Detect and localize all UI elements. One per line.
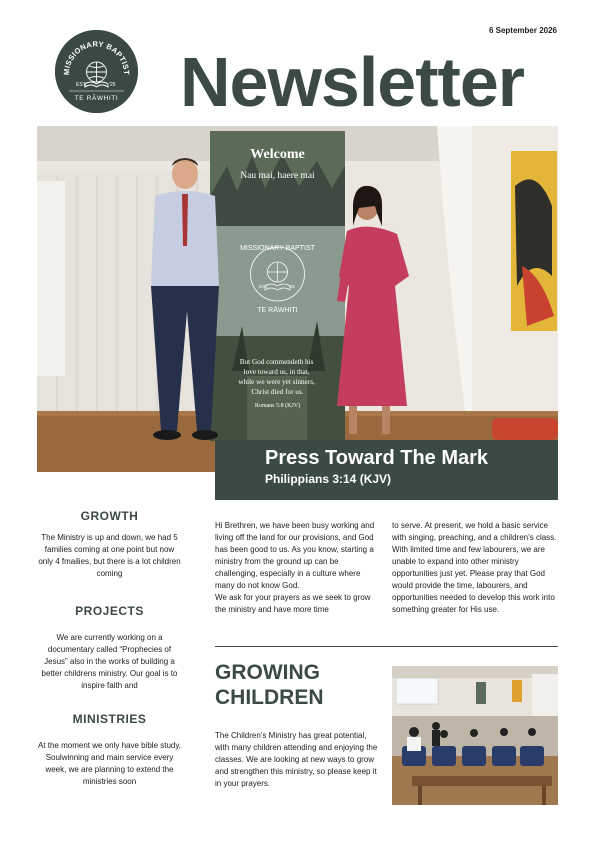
section-divider — [215, 646, 558, 647]
banner-ref: Romans 5:8 (KJV) — [254, 403, 301, 409]
projects-heading: PROJECTS — [75, 604, 144, 618]
logo-top-text: MISSIONARY BAPTIST — [61, 39, 132, 76]
logo-year: '25 — [109, 82, 116, 88]
banner-verse-line: Christ died for us. — [251, 388, 304, 396]
logo-seal — [55, 30, 138, 113]
ministries-text: At the moment we only have bible study, Soulwinning and main service every week, we are planning to extend the ministries soon — [37, 741, 182, 786]
article-paragraph: We ask for your prayers as we seek to grow the ministry and have more time — [215, 593, 371, 614]
growing-children-text: The Children’s Ministry has great potential, with many children attending and enjoying the classes. We are looking at new ways to grow and strengthen this ministry, so please keep it in your prayers. — [215, 731, 378, 788]
hero-caption — [215, 440, 558, 500]
article-paragraph: to serve. At present, we hold a basic service with singing, preaching, and a children’s class. With limited time and few labourers, we are unable to expand into other ministry opportunities just yet. Please pray that God would provide the time, labourers, and opportunities needed to develop this work into something greater for His use. — [392, 521, 557, 614]
hero-photo — [37, 126, 558, 472]
banner-seal-est: EST. — [259, 284, 269, 289]
children-class-photo — [392, 666, 558, 805]
banner-verse-line: But God commendeth his — [239, 358, 314, 366]
article-column-2 — [392, 520, 558, 616]
logo-bottom-text: TE RĀWHITI — [74, 95, 119, 102]
logo — [55, 30, 138, 113]
welcome-banner — [210, 131, 345, 441]
projects-text: We are currently working on a documentary called “Prophecies of Jesus” also in the works of building a better childrens ministry. Our goal is to inspire faith and — [41, 633, 178, 690]
article-paragraph: Hi Brethren, we have been busy working and living off the land for our provisions, and God has been good to us. As you know, starting a ministry from the ground up can be challenging, especially in a culture where many do not know God. — [215, 521, 375, 590]
article-column-1 — [215, 520, 380, 616]
banner-verse-line: love toward us, in that, — [243, 368, 310, 376]
banner-seal-title: MISSIONARY BAPTIST — [240, 245, 315, 252]
issue-date: 6 September 2026 — [488, 26, 557, 35]
banner-maori: Nau mai, haere mai — [240, 171, 315, 181]
growing-children-title: GROWING CHILDREN — [215, 661, 324, 709]
banner-verse-line: while we were yet sinners, — [238, 378, 315, 386]
logo-est: EST. — [76, 82, 87, 88]
ministries-heading: MINISTRIES — [72, 712, 147, 726]
growth-heading: GROWTH — [80, 509, 139, 523]
caption-title: Press Toward The Mark — [265, 447, 489, 469]
caption-scripture-ref: Philippians 3:14 (KJV) — [265, 472, 392, 486]
masthead-title: Newsletter — [180, 43, 525, 121]
banner-seal-year: '25 — [289, 284, 295, 289]
banner-welcome: Welcome — [250, 147, 305, 162]
banner-seal-bottom: TE RĀWHITI — [257, 307, 298, 314]
growth-text: The Ministry is up and down, we had 5 families coming at one point but now only 4 fmailies, but there is a lot children coming — [38, 533, 181, 578]
